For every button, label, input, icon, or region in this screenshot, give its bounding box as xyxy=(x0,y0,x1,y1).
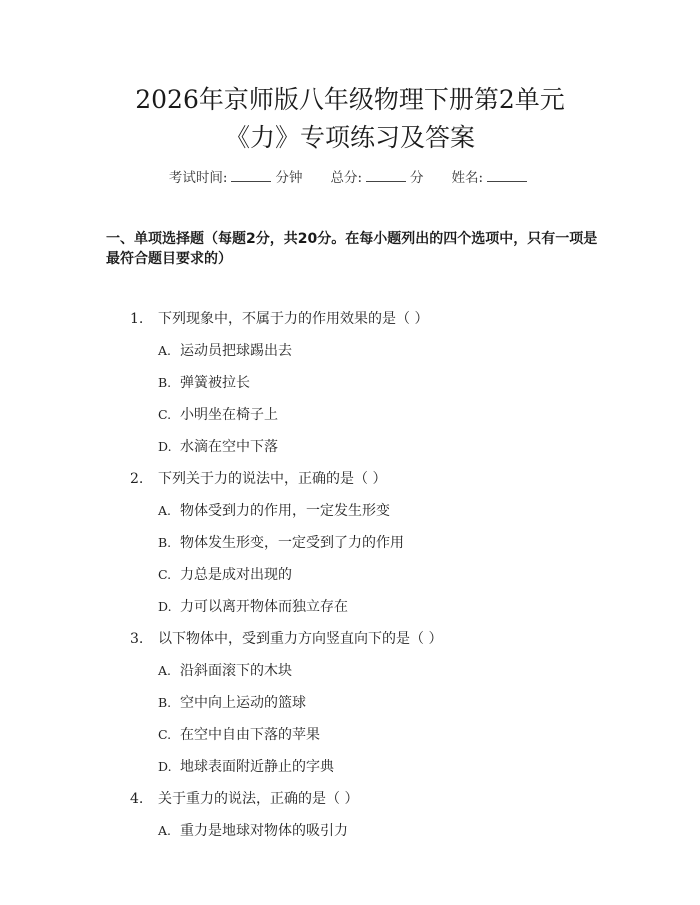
option-letter: C. xyxy=(158,407,172,422)
option-text: 沿斜面滚下的木块 xyxy=(180,663,292,679)
question-1-option-d xyxy=(158,437,588,457)
question-2-option-b xyxy=(158,533,588,553)
option-letter: C. xyxy=(158,727,172,742)
option-letter: A. xyxy=(158,663,172,678)
question-text: 下列现象中，不属于力的作用效果的是（ ） xyxy=(158,311,429,327)
option-text: 物体受到力的作用，一定发生形变 xyxy=(180,503,390,519)
question-number: 3. xyxy=(130,631,144,647)
question-2 xyxy=(130,469,590,489)
option-text: 运动员把球踢出去 xyxy=(180,343,292,359)
option-letter: D. xyxy=(158,599,172,614)
question-3-option-a xyxy=(158,661,588,681)
question-3-option-b xyxy=(158,693,588,713)
question-2-option-d xyxy=(158,597,588,617)
student-name-label: 姓名: xyxy=(451,170,484,186)
option-text: 弹簧被拉长 xyxy=(180,375,250,391)
question-4-option-a xyxy=(158,821,588,841)
total-score-field xyxy=(330,167,423,188)
option-letter: A. xyxy=(158,823,172,838)
option-letter: A. xyxy=(158,343,172,358)
exam-time-field xyxy=(169,167,303,188)
question-4 xyxy=(130,789,590,809)
option-letter: B. xyxy=(158,695,172,710)
option-text: 重力是地球对物体的吸引力 xyxy=(180,823,348,839)
document-title-line-1: 2026年京师版八年级物理下册第2单元 xyxy=(135,85,565,114)
question-text: 下列关于力的说法中，正确的是（ ） xyxy=(158,471,387,487)
question-text: 以下物体中，受到重力方向竖直向下的是（ ） xyxy=(158,631,443,647)
option-letter: D. xyxy=(158,759,172,774)
question-number: 1. xyxy=(130,311,144,327)
document-title-line-2: 《力》专项练习及答案 xyxy=(224,123,475,152)
option-text: 力总是成对出现的 xyxy=(180,567,292,583)
option-text: 在空中自由下落的苹果 xyxy=(180,727,320,743)
question-1-option-a xyxy=(158,341,588,361)
question-number: 4. xyxy=(130,791,144,807)
question-3-option-d xyxy=(158,757,588,777)
total-score-blank xyxy=(366,167,406,182)
option-text: 水滴在空中下落 xyxy=(180,439,278,455)
exam-time-unit: 分钟 xyxy=(275,170,303,186)
question-2-option-c xyxy=(158,565,588,585)
question-text: 关于重力的说法，正确的是（ ） xyxy=(158,791,359,807)
section-heading: 一、单项选择题（每题2分，共20分。在每小题列出的四个选项中，只有一项是最符合题目要求的） xyxy=(106,231,598,267)
option-text: 空中向上运动的篮球 xyxy=(180,695,306,711)
question-3 xyxy=(130,629,590,649)
option-letter: D. xyxy=(158,439,172,454)
option-text: 地球表面附近静止的字典 xyxy=(180,759,334,775)
option-letter: A. xyxy=(158,503,172,518)
question-3-option-c xyxy=(158,725,588,745)
exam-time-label: 考试时间: xyxy=(168,170,228,186)
question-1 xyxy=(130,309,590,329)
question-1-option-b xyxy=(158,373,588,393)
total-score-unit: 分 xyxy=(410,170,424,186)
exam-time-blank xyxy=(231,167,271,182)
question-2-option-a xyxy=(158,501,588,521)
option-letter: C. xyxy=(158,567,172,582)
option-letter: B. xyxy=(158,535,172,550)
option-letter: B. xyxy=(158,375,172,390)
question-1-option-c xyxy=(158,405,588,425)
question-number: 2. xyxy=(130,471,144,487)
option-text: 小明坐在椅子上 xyxy=(180,407,278,423)
exam-info-row xyxy=(0,167,700,188)
student-name-field xyxy=(452,167,532,188)
option-text: 物体发生形变，一定受到了力的作用 xyxy=(180,535,404,551)
total-score-label: 总分: xyxy=(330,170,363,186)
student-name-blank xyxy=(487,167,527,182)
option-text: 力可以离开物体而独立存在 xyxy=(180,599,348,615)
